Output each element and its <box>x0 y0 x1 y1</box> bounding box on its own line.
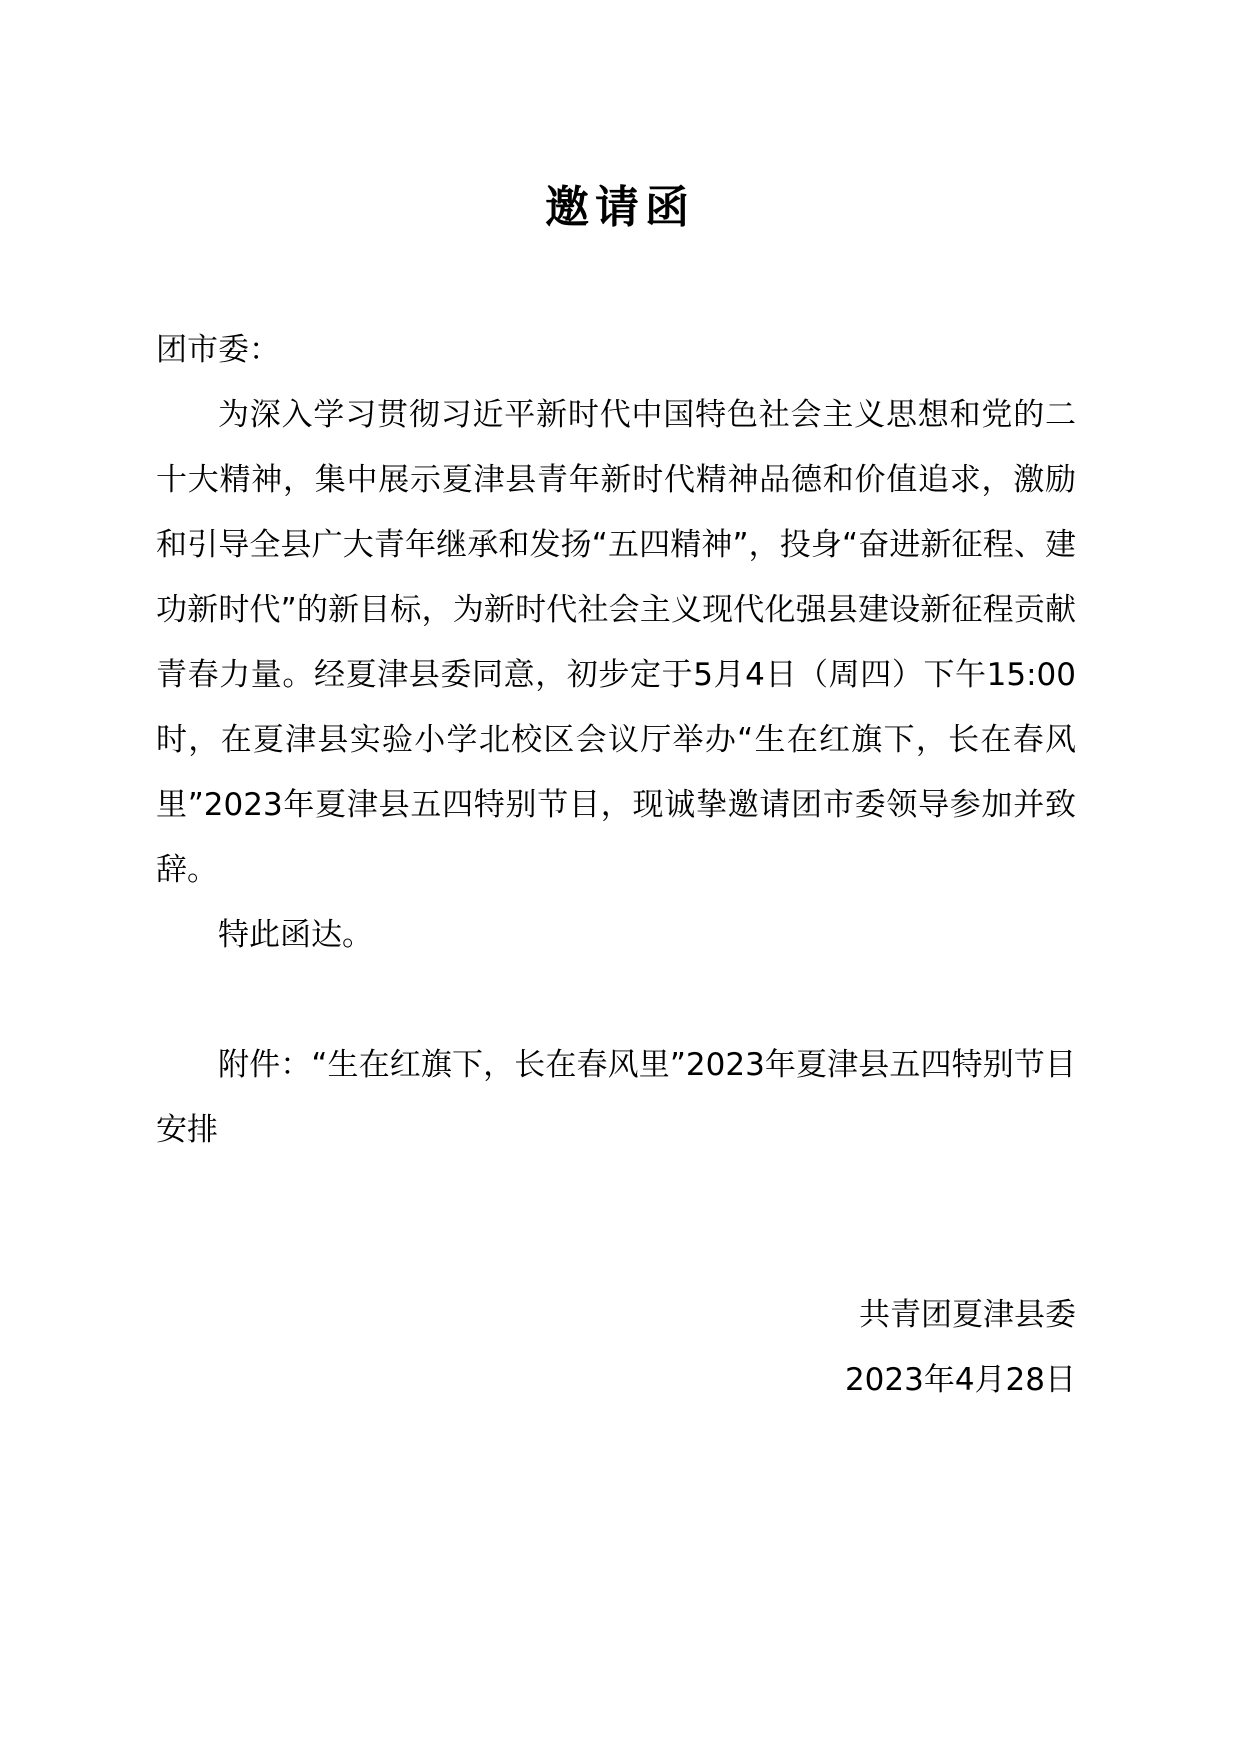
salutation: 团市委： <box>156 332 280 368</box>
blank-line <box>156 968 1076 1033</box>
body-paragraph: 为深入学习贯彻习近平新时代中国特色社会主义思想和党的二十大精神，集中展示夏津县青年新时代精神品德和价值追求，激励和引导全县广大青年继承和发扬“五四精神”，投身“奋进新征程、建功新时代”的新目标，为新时代社会主义现代化强县建设新征程贡献青春力量。经夏津县委同意，初步定于5月4日（周四）下午15:00时，在夏津县实验小学北校区会议厅举办“生在红旗下，长在春风里”2023年夏津县五四特别节目，现诚挚邀请团市委领导参加并致辞。 <box>156 397 1076 888</box>
attachment-note: 附件：“生在红旗下，长在春风里”2023年夏津县五四特别节目安排 <box>156 1047 1076 1148</box>
document-body <box>156 318 1076 1163</box>
closing-line: 特此函达。 <box>218 917 373 953</box>
signature-date: 2023年4月28日 <box>844 1362 1076 1398</box>
document-title: 邀请函 <box>545 182 695 233</box>
signature-organization: 共青团夏津县委 <box>859 1297 1076 1333</box>
